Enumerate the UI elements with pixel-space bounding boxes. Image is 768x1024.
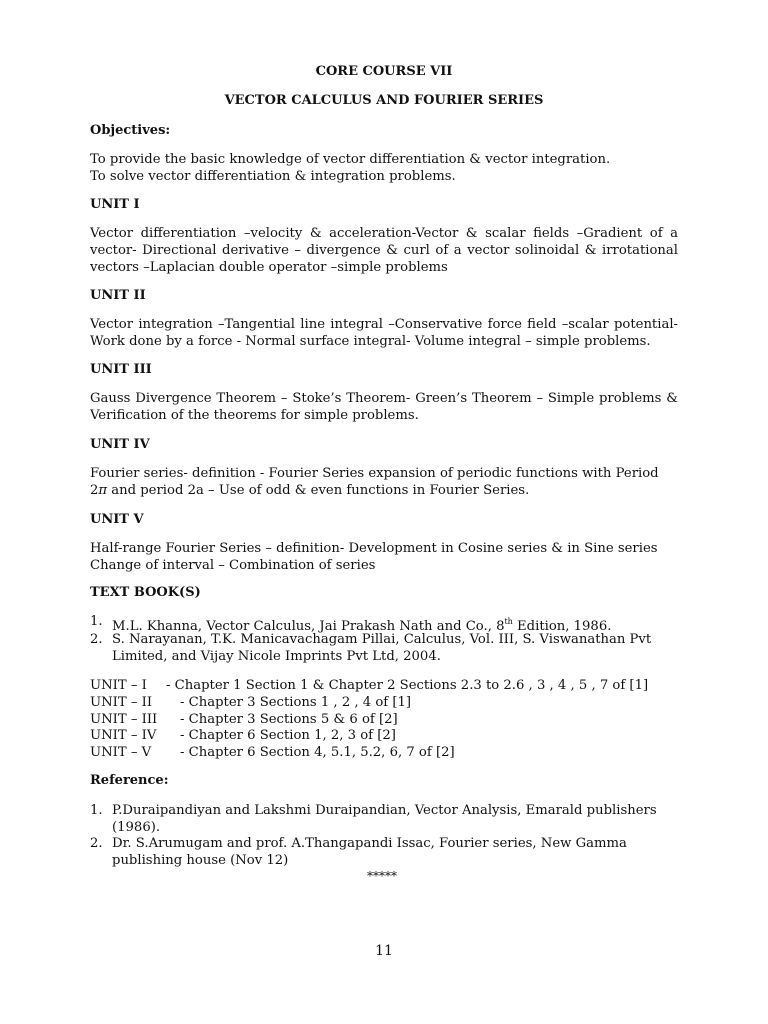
objectives-heading: Objectives: [90, 123, 171, 138]
list-number: 1. [90, 614, 103, 629]
superscript: th [504, 617, 513, 626]
list-number: 2. [90, 836, 103, 851]
course-title: VECTOR CALCULUS AND FOURIER SERIES [224, 93, 544, 108]
mapping-unit: UNIT – V [90, 745, 152, 760]
unit-5-heading: UNIT V [90, 512, 144, 527]
reference-citation: Dr. S.Arumugam and prof. A.Thangapandi Issac, Fourier series, New Gamma publishing house (Nov 12) [112, 836, 627, 868]
textbooks-heading: TEXT BOOK(S) [90, 585, 201, 600]
unit-5-text-line-2: Change of interval – Combination of series [90, 558, 376, 573]
pi-symbol: π [98, 483, 108, 498]
textbook-citation: S. Narayanan, T.K. Manicavachagam Pillai, Calculus, Vol. III, S. Viswanathan Pvt Limited, and Vijay Nicole Imprints Pvt Ltd, 2004. [112, 632, 652, 664]
page-number: 11 [375, 943, 393, 959]
unit-4-text-rest: and period 2a – Use of odd & even functions in Fourier Series. [107, 483, 530, 498]
unit-3-heading: UNIT III [90, 362, 152, 377]
unit-2-text: Vector integration –Tangential line integral –Conservative force field –scalar potential- Work done by a force - Normal surface integral- Volume integral – simple problems. [90, 317, 678, 349]
course-label: CORE COURSE VII [315, 64, 453, 79]
unit-4-text-line-1: Fourier series- definition - Fourier Series expansion of periodic functions with Period [90, 466, 659, 481]
unit-4-text-line-2 [90, 482, 529, 499]
list-number: 1. [90, 803, 103, 818]
unit-4-heading: UNIT IV [90, 437, 150, 452]
mapping-detail: - Chapter 3 Sections 1 , 2 , 4 of [1] [180, 695, 412, 710]
list-number: 2. [90, 632, 103, 647]
mapping-detail: - Chapter 6 Section 4, 5.1, 5.2, 6, 7 of [2] [180, 745, 455, 760]
mapping-unit: UNIT – IV [90, 728, 157, 743]
reference-citation: P.Duraipandiyan and Lakshmi Duraipandian, Vector Analysis, Emarald publishers (1986). [112, 803, 657, 835]
unit-1-heading: UNIT I [90, 197, 140, 212]
mapping-detail: - Chapter 6 Section 1, 2, 3 of [2] [180, 728, 396, 743]
citation-text: M.L. Khanna, Vector Calculus, Jai Prakash Nath and Co., 8 [112, 619, 505, 634]
reference-heading: Reference: [90, 773, 169, 788]
unit-1-text: Vector differentiation –velocity & acceleration-Vector & scalar fields –Gradient of a vector- Directional derivative – divergence & curl of a vector solinoidal & irrotational vectors –Laplacian double operator –simple problems [90, 226, 678, 275]
mapping-detail: - Chapter 3 Sections 5 & 6 of [2] [180, 712, 398, 727]
textbook-item [90, 631, 690, 665]
unit-3-text: Gauss Divergence Theorem – Stoke’s Theorem- Green’s Theorem – Simple problems & Verification of the theorems for simple problems. [90, 391, 678, 423]
citation-text-end: Edition, 1986. [512, 619, 612, 634]
objective-line-2: To solve vector differentiation & integration problems. [90, 169, 456, 184]
mapping-unit: UNIT – I [90, 678, 147, 693]
mapping-unit: UNIT – III [90, 712, 158, 727]
mapping-unit: UNIT – II [90, 695, 153, 710]
reference-item [90, 835, 690, 869]
mapping-detail: - Chapter 1 Section 1 & Chapter 2 Sections 2.3 to 2.6 , 3 , 4 , 5 , 7 of [1] [166, 678, 649, 693]
end-mark: ***** [367, 869, 397, 883]
period-two: 2 [90, 483, 99, 498]
textbook-item [90, 613, 690, 634]
objective-line-1: To provide the basic knowledge of vector differentiation & vector integration. [90, 152, 611, 167]
unit-2-heading: UNIT II [90, 288, 146, 303]
reference-item [90, 802, 690, 836]
unit-5-text-line-1: Half-range Fourier Series – definition- Development in Cosine series & in Sine series [90, 541, 658, 556]
